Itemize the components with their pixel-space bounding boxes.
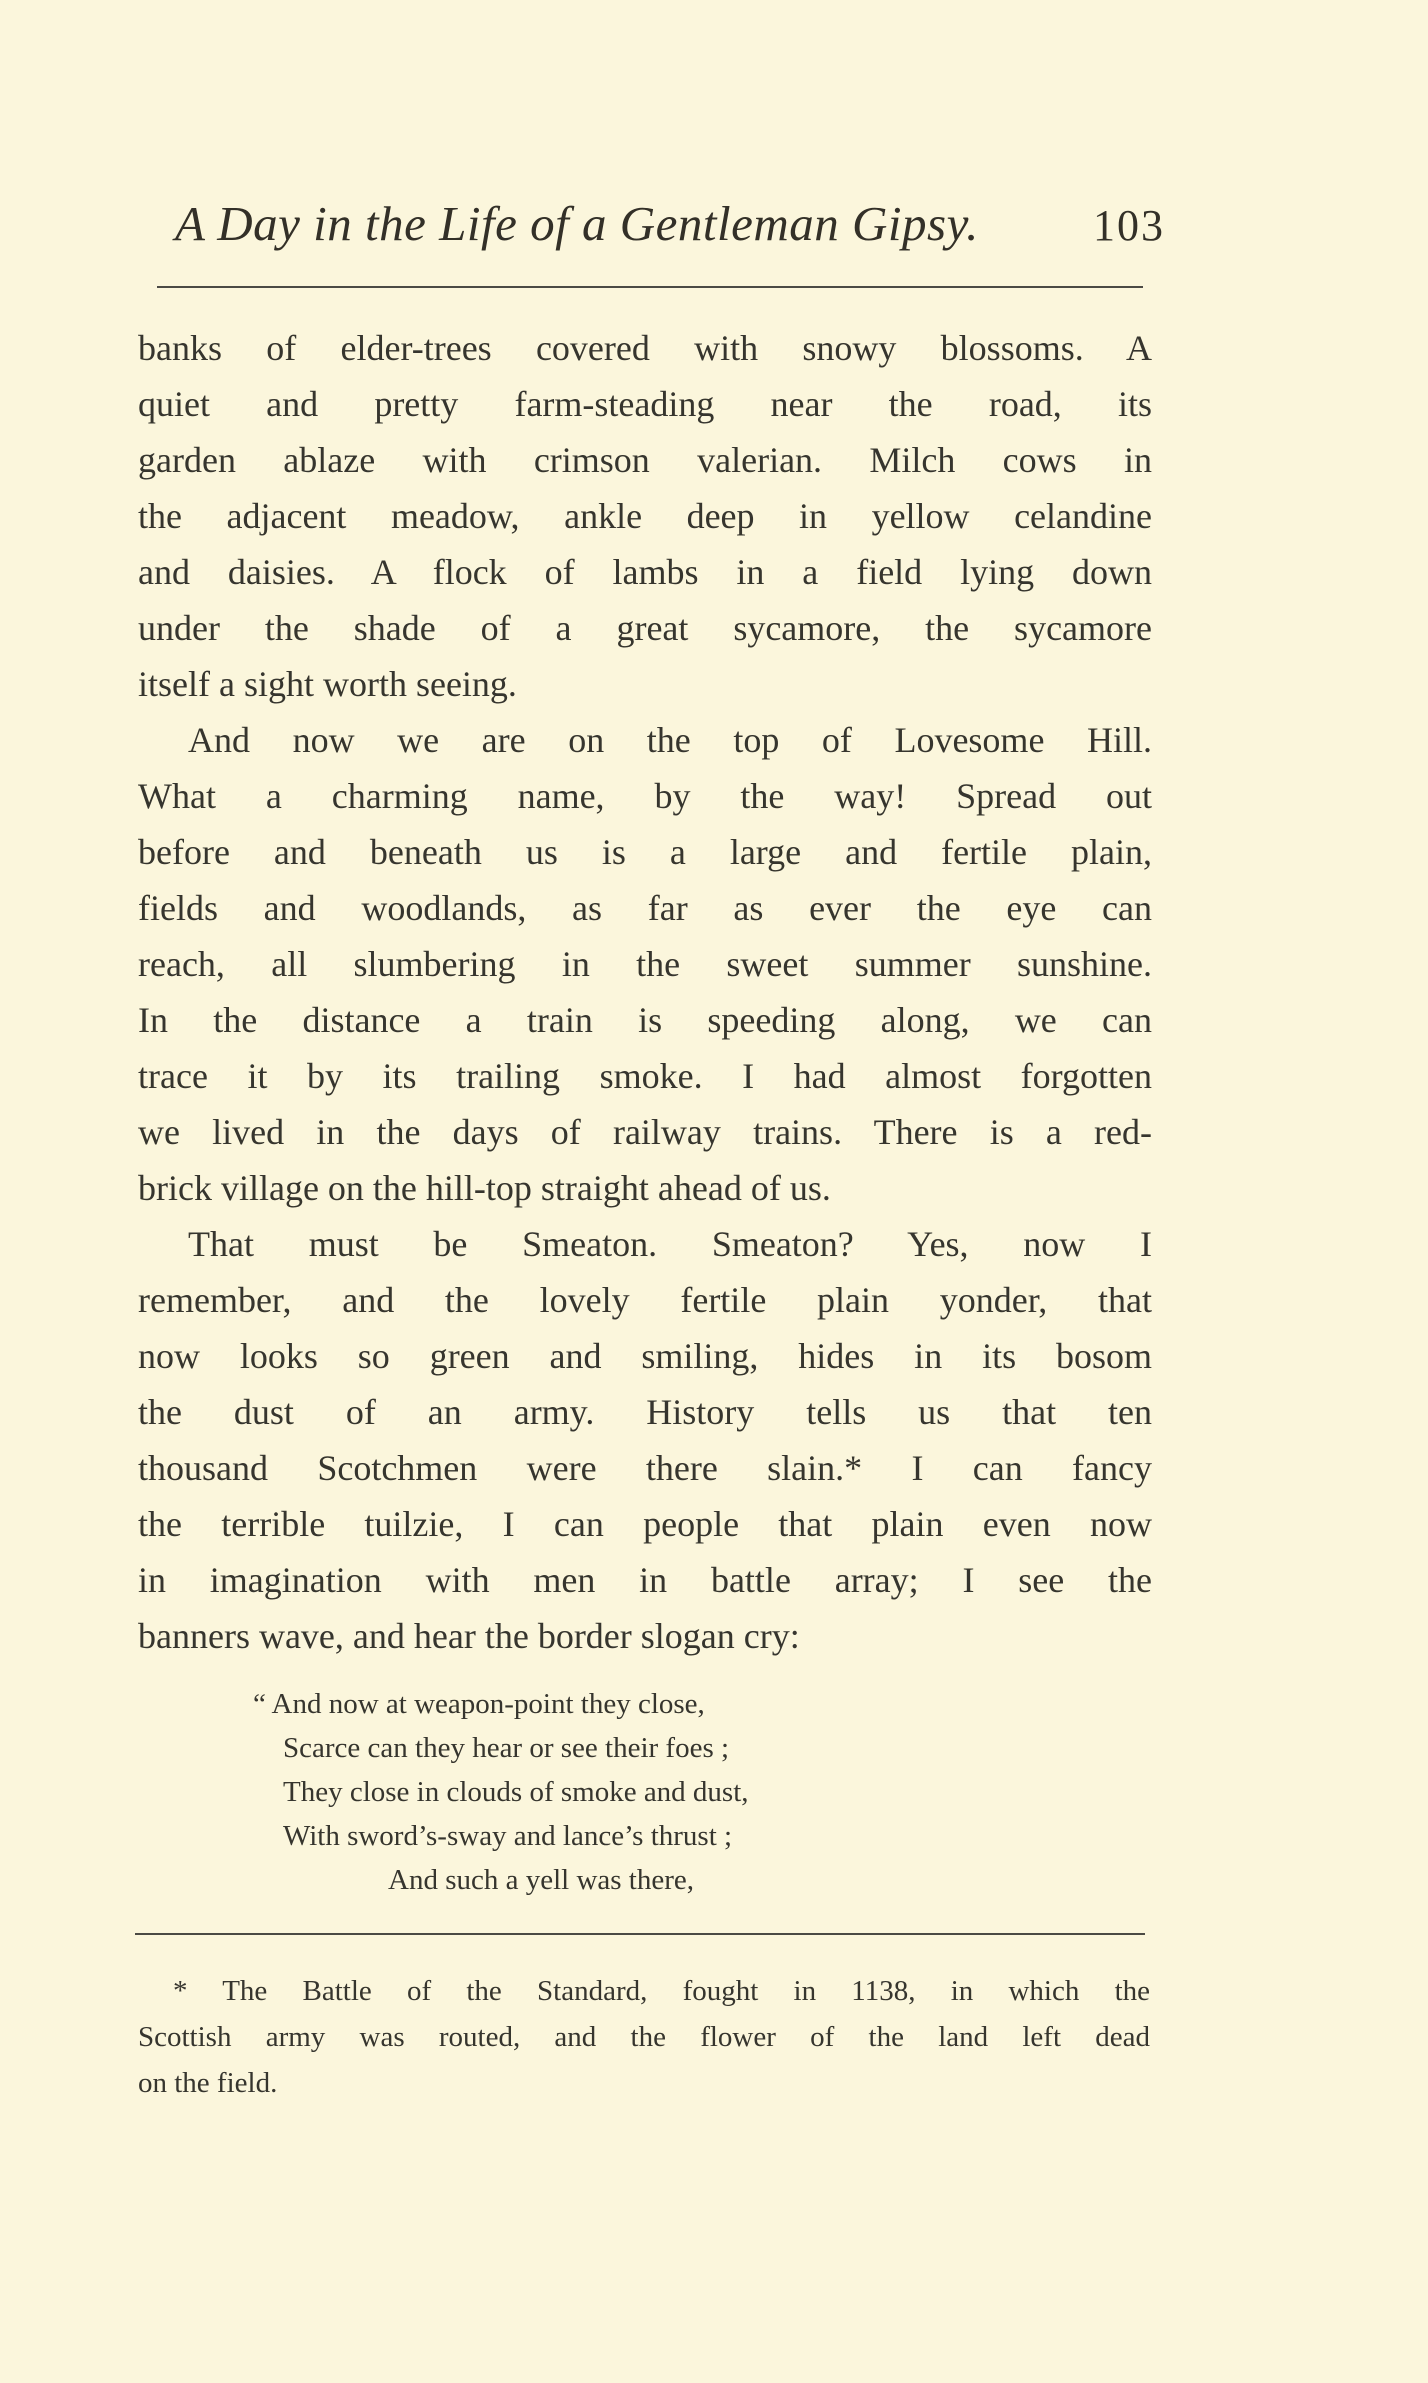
paragraph-start: And now we are on the top of Lovesome Hill. bbox=[188, 720, 1152, 760]
text-line: quiet and pretty farm-steading near the road, its bbox=[138, 384, 1152, 424]
verse-quotation bbox=[253, 1682, 963, 1902]
text-line: and daisies. A flock of lambs in a field lying down bbox=[138, 552, 1152, 592]
text-line: banks of elder-trees covered with snowy blossoms. A bbox=[138, 328, 1152, 368]
text-line: brick village on the hill-top straight ahead of us. bbox=[138, 1168, 831, 1208]
text-line: trace it by its trailing smoke. I had almost forgotten bbox=[138, 1056, 1152, 1096]
footnote-line: on the field. bbox=[138, 2067, 278, 2099]
text-line: thousand Scotchmen were there slain.* I can fancy bbox=[138, 1448, 1152, 1488]
text-line: the adjacent meadow, ankle deep in yellow celandine bbox=[138, 496, 1152, 536]
footnote-line: * The Battle of the Standard, fought in 1138, in which the bbox=[173, 1975, 1150, 2007]
footnote bbox=[138, 1968, 1150, 2106]
text-line: fields and woodlands, as far as ever the eye can bbox=[138, 888, 1152, 928]
verse-line: With sword’s-sway and lance’s thrust ; bbox=[283, 1820, 733, 1852]
text-line: garden ablaze with crimson valerian. Milch cows in bbox=[138, 440, 1152, 480]
text-line: What a charming name, by the way! Spread out bbox=[138, 776, 1152, 816]
text-line: reach, all slumbering in the sweet summer sunshine. bbox=[138, 944, 1152, 984]
footnote-line: Scottish army was routed, and the flower of the land left dead bbox=[138, 2021, 1150, 2053]
text-line: before and beneath us is a large and fertile plain, bbox=[138, 832, 1152, 872]
header-rule bbox=[157, 286, 1143, 288]
running-header bbox=[175, 195, 1165, 265]
paragraph-start: That must be Smeaton. Smeaton? Yes, now I bbox=[188, 1224, 1152, 1264]
text-line: banners wave, and hear the border slogan cry: bbox=[138, 1616, 800, 1656]
text-line: itself a sight worth seeing. bbox=[138, 664, 517, 704]
footnote-rule bbox=[135, 1933, 1145, 1935]
text-line: In the distance a train is speeding along, we can bbox=[138, 1000, 1152, 1040]
verse-line: They close in clouds of smoke and dust, bbox=[283, 1776, 749, 1808]
text-line: we lived in the days of railway trains. There is a red- bbox=[138, 1112, 1152, 1152]
body-text bbox=[138, 320, 1152, 1664]
verse-line: “ And now at weapon-point they close, bbox=[253, 1688, 705, 1720]
verse-line: And such a yell was there, bbox=[388, 1864, 695, 1896]
text-line: the terrible tuilzie, I can people that plain even now bbox=[138, 1504, 1152, 1544]
verse-line: Scarce can they hear or see their foes ; bbox=[283, 1732, 730, 1764]
text-line: under the shade of a great sycamore, the sycamore bbox=[138, 608, 1152, 648]
text-line: the dust of an army. History tells us that ten bbox=[138, 1392, 1152, 1432]
text-line: now looks so green and smiling, hides in its bosom bbox=[138, 1336, 1152, 1376]
text-line: in imagination with men in battle array; I see the bbox=[138, 1560, 1152, 1600]
running-title: A Day in the Life of a Gentleman Gipsy. bbox=[175, 196, 979, 251]
page-number: 103 bbox=[1093, 201, 1165, 250]
text-line: remember, and the lovely fertile plain yonder, that bbox=[138, 1280, 1152, 1320]
